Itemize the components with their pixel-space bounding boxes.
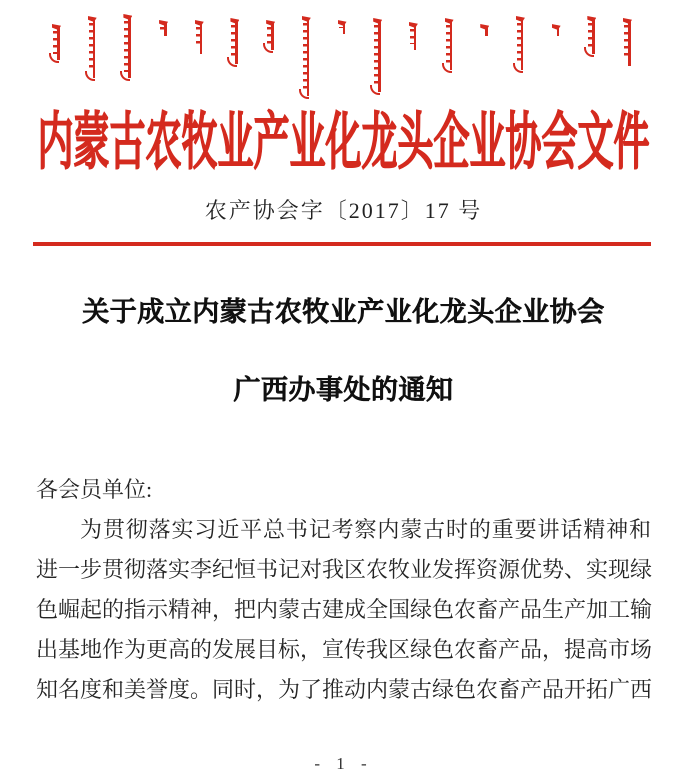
body-line: 为贯彻落实习近平总书记考察内蒙古时的重要讲话精神和 bbox=[80, 517, 651, 542]
mongolian-teeth bbox=[410, 29, 415, 44]
mongolian-word-glyph bbox=[373, 18, 385, 92]
notice-title bbox=[36, 294, 651, 408]
mongolian-script-header bbox=[36, 12, 651, 94]
mongolian-word-glyph bbox=[302, 16, 314, 96]
mongolian-stem bbox=[485, 27, 488, 36]
mongolian-stem bbox=[557, 27, 560, 36]
mongolian-word-glyph bbox=[52, 24, 64, 60]
mongolian-teeth bbox=[588, 23, 593, 48]
mongolian-teeth bbox=[517, 23, 522, 64]
mongolian-word-glyph bbox=[159, 20, 171, 36]
page-number: - 1 - bbox=[314, 754, 373, 773]
mongolian-word-glyph bbox=[552, 24, 564, 36]
salutation-line: 各会员单位: bbox=[36, 477, 153, 502]
mongolian-word-glyph bbox=[445, 18, 457, 70]
mongolian-word-glyph bbox=[623, 18, 635, 66]
mongolian-teeth bbox=[446, 25, 451, 64]
mongolian-word-glyph bbox=[266, 20, 278, 50]
mongolian-word-glyph bbox=[587, 16, 599, 54]
mongolian-teeth bbox=[624, 25, 629, 60]
mongolian-teeth bbox=[267, 27, 272, 44]
mongolian-word-glyph bbox=[480, 24, 492, 36]
body-line: 进一步贯彻落实李纪恒书记对我区农牧业发挥资源优势、实现绿 bbox=[36, 557, 653, 582]
body-line: 出基地作为更高的发展目标，宣传我区绿色农畜产品，提高市场 bbox=[36, 637, 653, 662]
mongolian-word-glyph bbox=[123, 14, 135, 78]
mongolian-word-glyph bbox=[338, 20, 350, 34]
mongolian-stem bbox=[343, 23, 346, 34]
mongolian-word-glyph bbox=[195, 20, 207, 54]
mongolian-word-glyph bbox=[88, 16, 100, 78]
mongolian-teeth bbox=[339, 27, 344, 28]
mongolian-word-glyph bbox=[409, 22, 421, 50]
notice-title-line1: 关于成立内蒙古农牧业产业化龙头企业协会 bbox=[82, 297, 605, 327]
mongolian-teeth bbox=[160, 27, 165, 30]
mongolian-word-glyph bbox=[516, 16, 528, 70]
org-banner bbox=[36, 94, 651, 177]
mongolian-teeth bbox=[53, 31, 58, 54]
body-text bbox=[36, 470, 651, 710]
mongolian-word-glyph bbox=[230, 18, 242, 64]
body-line: 知名度和美誉度。同时，为了推动内蒙古绿色农畜产品开拓广西 bbox=[36, 677, 653, 702]
notice-title-line2: 广西办事处的通知 bbox=[233, 375, 454, 405]
mongolian-teeth bbox=[89, 23, 94, 72]
mongolian-teeth bbox=[231, 25, 236, 58]
mongolian-teeth bbox=[374, 25, 379, 86]
doc-number: 农产协会字〔2017〕17 号 bbox=[204, 198, 483, 223]
mongolian-teeth bbox=[124, 21, 129, 72]
org-name-title: 内蒙古农牧业产业化龙头企业协会文件 bbox=[37, 107, 650, 177]
mongolian-teeth bbox=[196, 27, 201, 48]
mongolian-teeth bbox=[303, 23, 308, 90]
body-line: 色崛起的指示精神，把内蒙古建成全国绿色农畜产品生产加工输 bbox=[36, 597, 653, 622]
red-divider-rule bbox=[33, 242, 651, 246]
